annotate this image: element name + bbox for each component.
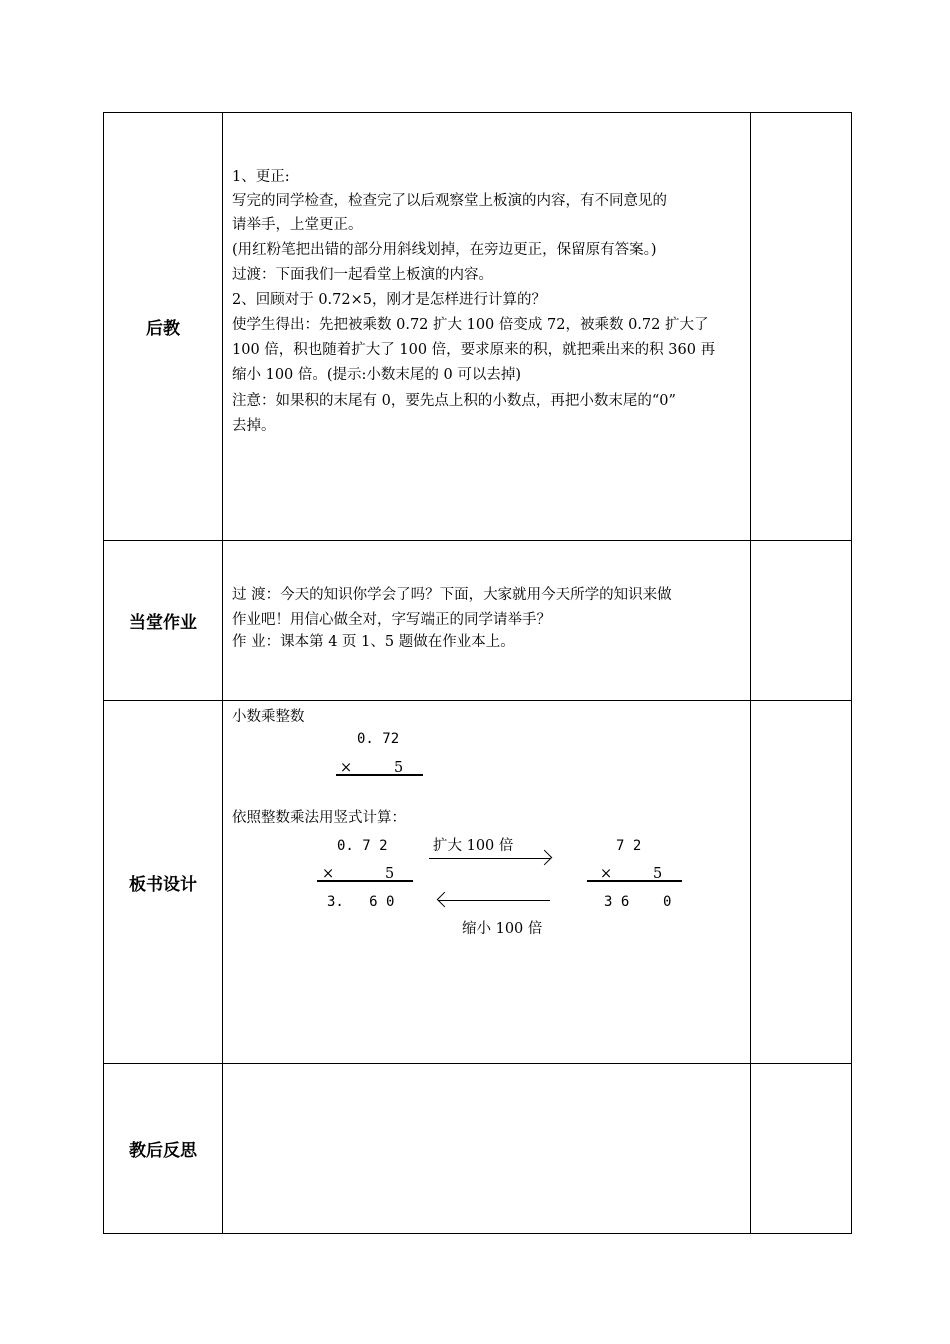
right-calc-result: 3 6 0 <box>604 894 672 910</box>
content-board <box>223 701 751 1064</box>
arrow-left-label: 缩小 100 倍 <box>462 921 543 937</box>
text-line: 1、更正: <box>232 169 290 185</box>
right-calc-top: 7 2 <box>616 838 642 854</box>
left-calc-top: 0. 7 2 <box>337 838 388 854</box>
row-board <box>104 701 852 1064</box>
text-line: 2、回顾对于 0.72×5，刚才是怎样进行计算的？ <box>232 292 546 308</box>
example-rule <box>336 774 423 776</box>
label-homework: 当堂作业 <box>104 541 223 701</box>
text-line: 作业吧！用信心做全对，字写端正的同学请举手？ <box>232 612 551 628</box>
lesson-plan-table <box>103 112 852 1234</box>
example-top: 0. 72 <box>357 731 400 747</box>
right-calc-rule <box>587 880 682 882</box>
arrow-right-line <box>429 858 551 859</box>
text-line: 去掉。 <box>232 418 276 434</box>
row-homework <box>104 541 852 701</box>
left-calc-mult-sign: × <box>322 866 335 882</box>
text-line: 缩小 100 倍。(提示:小数末尾的 0 可以去掉) <box>232 367 522 383</box>
right-calc-mult-sign: × <box>600 866 613 882</box>
text-line: 过渡：下面我们一起看堂上板演的内容。 <box>232 267 493 283</box>
content-homework <box>223 541 751 701</box>
label-board: 板书设计 <box>104 701 223 1064</box>
right-calc-mult-num: 5 <box>653 866 663 882</box>
content-houjiao <box>223 113 751 541</box>
text-line: 100 倍，积也随着扩大了 100 倍，要求原来的积，就把乘出来的积 360 再 <box>232 342 716 358</box>
arrow-right-label: 扩大 100 倍 <box>433 838 514 854</box>
label-houjiao: 后教 <box>104 113 223 541</box>
text-line: 过 渡：今天的知识你学会了吗？下面，大家就用今天所学的知识来做 <box>232 587 672 603</box>
board-subtitle: 依照整数乘法用竖式计算： <box>232 810 406 826</box>
left-calc-result: 3. 6 0 <box>327 894 395 910</box>
notes-board <box>751 701 852 1064</box>
text-line: 使学生得出：先把被乘数 0.72 扩大 100 倍变成 72，被乘数 0.72 扩大了 <box>232 317 709 333</box>
row-houjiao <box>104 113 852 541</box>
text-line: 作 业：课本第 4 页 1、5 题做在作业本上。 <box>232 634 515 650</box>
arrow-right-icon <box>537 850 553 866</box>
notes-houjiao <box>751 113 852 541</box>
example-mult-sign: × <box>340 760 353 776</box>
label-reflection: 教后反思 <box>104 1064 223 1234</box>
content-reflection <box>223 1064 751 1234</box>
notes-homework <box>751 541 852 701</box>
left-calc-rule <box>317 880 413 882</box>
board-title: 小数乘整数 <box>232 709 305 725</box>
left-calc-mult-num: 5 <box>385 866 395 882</box>
example-mult-num: 5 <box>394 760 404 776</box>
notes-reflection <box>751 1064 852 1234</box>
text-line: 注意：如果积的末尾有 0，要先点上积的小数点，再把小数末尾的“0” <box>232 393 676 409</box>
text-line: 请举手，上堂更正。 <box>232 217 363 233</box>
arrow-left-line <box>438 900 550 901</box>
arrow-left-icon <box>437 892 453 908</box>
text-line: 写完的同学检查，检查完了以后观察堂上板演的内容，有不同意见的 <box>232 193 667 209</box>
text-line: (用红粉笔把出错的部分用斜线划掉，在旁边更正，保留原有答案。) <box>232 242 657 258</box>
row-reflection <box>104 1064 852 1234</box>
